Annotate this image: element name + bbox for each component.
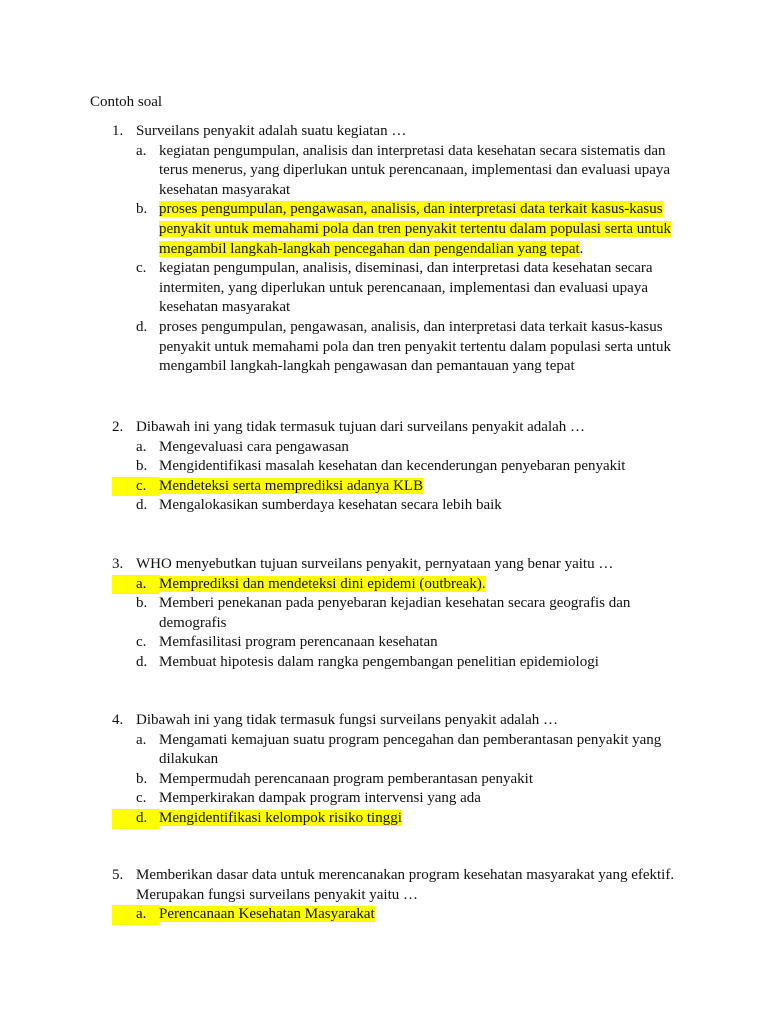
option-b	[112, 770, 692, 790]
option-text	[159, 731, 692, 770]
option-a	[112, 438, 692, 458]
option-letter: a.	[136, 142, 147, 159]
option-letter: d.	[136, 497, 148, 514]
option-text-body: proses pengumpulan, pengawasan, analisis, dan interpretasi data terkait kasus-kasus penyakit untuk memahami pola dan tren penyakit tertentu dalam populasi serta untuk mengambil langkah-langkah pengawasan dan pemantauan yang tepat	[159, 318, 671, 375]
highlighted-answer: Mendeteksi serta memprediksi adanya KLB	[159, 477, 424, 494]
question-5	[112, 866, 692, 925]
option-text	[159, 575, 692, 595]
option-text	[159, 633, 692, 653]
option-letter: b.	[136, 201, 148, 218]
option-letter: c.	[136, 634, 147, 651]
option-text	[159, 142, 692, 201]
option-trailing-period: .	[579, 240, 584, 257]
option-text-body: kegiatan pengumpulan, analisis dan interpretasi data kesehatan secara sistematis dan terus menerus, yang diperlukan untuk perencanaan, implementasi dan evaluasi upaya kesehatan masyarakat	[159, 142, 671, 198]
option-b	[112, 594, 692, 633]
option-text	[159, 496, 692, 516]
option-text	[159, 259, 692, 318]
option-text	[159, 318, 692, 377]
option-text	[159, 477, 692, 497]
option-letter: b.	[136, 770, 148, 787]
document-title: Contoh soal	[90, 94, 163, 110]
question-1	[112, 122, 692, 377]
question-number: 3.	[112, 556, 124, 572]
option-b	[112, 457, 692, 477]
option-c	[112, 633, 692, 653]
option-text-body: Mengamati kemajuan suatu program pencegahan dan pemberantasan penyakit yang dilakukan	[159, 731, 662, 768]
question-number: 4.	[112, 712, 124, 728]
option-a	[112, 575, 692, 595]
option-text-body: Memfasilitasi program perencanaan kesehatan	[159, 634, 438, 651]
option-d	[112, 653, 692, 673]
option-text	[159, 438, 692, 458]
option-text-body: kegiatan pengumpulan, analisis, diseminasi, dan interpretasi data kesehatan secara intermiten, yang diperlukan untuk perencanaan, implementasi dan evaluasi upaya kesehatan masyarakat	[159, 260, 653, 316]
question-2	[112, 418, 692, 516]
option-text-body: Mengalokasikan sumberdaya kesehatan secara lebih baik	[159, 497, 502, 514]
option-letter: c.	[136, 790, 147, 807]
option-text	[159, 809, 692, 829]
question-text: Surveilans penyakit adalah suatu kegiatan …	[136, 123, 407, 139]
highlighted-answer: Memprediksi dan mendeteksi dini epidemi (outbreak).	[159, 575, 486, 592]
option-list	[112, 142, 692, 377]
option-letter: d.	[136, 318, 148, 335]
option-text-body: Mengidentifikasi masalah kesehatan dan kecenderungan penyebaran penyakit	[159, 458, 626, 475]
option-letter: c.	[112, 477, 159, 497]
option-text-body: Membuat hipotesis dalam rangka pengembangan penelitian epidemiologi	[159, 653, 599, 670]
option-text-body: Mengevaluasi cara pengawasan	[159, 438, 349, 455]
option-b	[112, 200, 692, 259]
option-text	[159, 905, 692, 925]
option-letter: d.	[136, 653, 148, 670]
option-text-body: Memberi penekanan pada penyebaran kejadian kesehatan secara geografis dan demografis	[159, 595, 631, 631]
highlighted-answer: Perencanaan Kesehatan Masyarakat	[159, 906, 375, 923]
option-d	[112, 809, 692, 829]
option-letter: d.	[112, 809, 159, 829]
option-letter: b.	[136, 595, 148, 612]
option-list	[112, 438, 692, 516]
option-a	[112, 142, 692, 201]
highlighted-answer: proses pengumpulan, pengawasan, analisis, dan interpretasi data terkait kasus-kasus penyakit untuk memahami pola dan tren penyakit tertentu dalam populasi serta untuk mengambil langkah-langkah pencegahan dan pengendalian yang tepat	[159, 201, 671, 257]
option-c	[112, 789, 692, 809]
question-text: Dibawah ini yang tidak termasuk fungsi surveilans penyakit adalah …	[136, 712, 558, 728]
option-text	[159, 653, 692, 673]
option-text	[159, 457, 692, 477]
question-number: 2.	[112, 419, 124, 435]
option-list	[112, 575, 692, 673]
option-letter: a.	[136, 438, 147, 455]
option-list	[112, 905, 692, 925]
option-letter: b.	[136, 458, 148, 475]
question-text: WHO menyebutkan tujuan surveilans penyakit, pernyataan yang benar yaitu …	[136, 556, 614, 572]
question-text: Memberikan dasar data untuk merencanakan program kesehatan masyarakat yang efektif. Merupakan fungsi surveilans penyakit yaitu …	[136, 867, 675, 903]
option-text-body: Memperkirakan dampak program intervensi yang ada	[159, 790, 481, 807]
question-number: 5.	[112, 867, 124, 883]
option-letter: a.	[136, 731, 147, 748]
option-letter: a.	[112, 575, 159, 595]
option-d	[112, 496, 692, 516]
option-text	[159, 789, 692, 809]
question-3	[112, 555, 692, 673]
option-letter: a.	[112, 905, 159, 925]
option-c	[112, 477, 692, 497]
option-text	[159, 594, 692, 633]
option-text-body: Mempermudah perencanaan program pemberantasan penyakit	[159, 770, 534, 787]
option-text	[159, 770, 692, 790]
option-a	[112, 905, 692, 925]
option-list	[112, 731, 692, 829]
option-c	[112, 259, 692, 318]
question-4	[112, 711, 692, 829]
option-letter: c.	[136, 260, 147, 277]
question-number: 1.	[112, 123, 124, 139]
option-a	[112, 731, 692, 770]
option-d	[112, 318, 692, 377]
question-text: Dibawah ini yang tidak termasuk tujuan dari surveilans penyakit adalah …	[136, 419, 586, 435]
option-text	[159, 200, 692, 259]
highlighted-answer: Mengidentifikasi kelompok risiko tinggi	[159, 809, 402, 826]
